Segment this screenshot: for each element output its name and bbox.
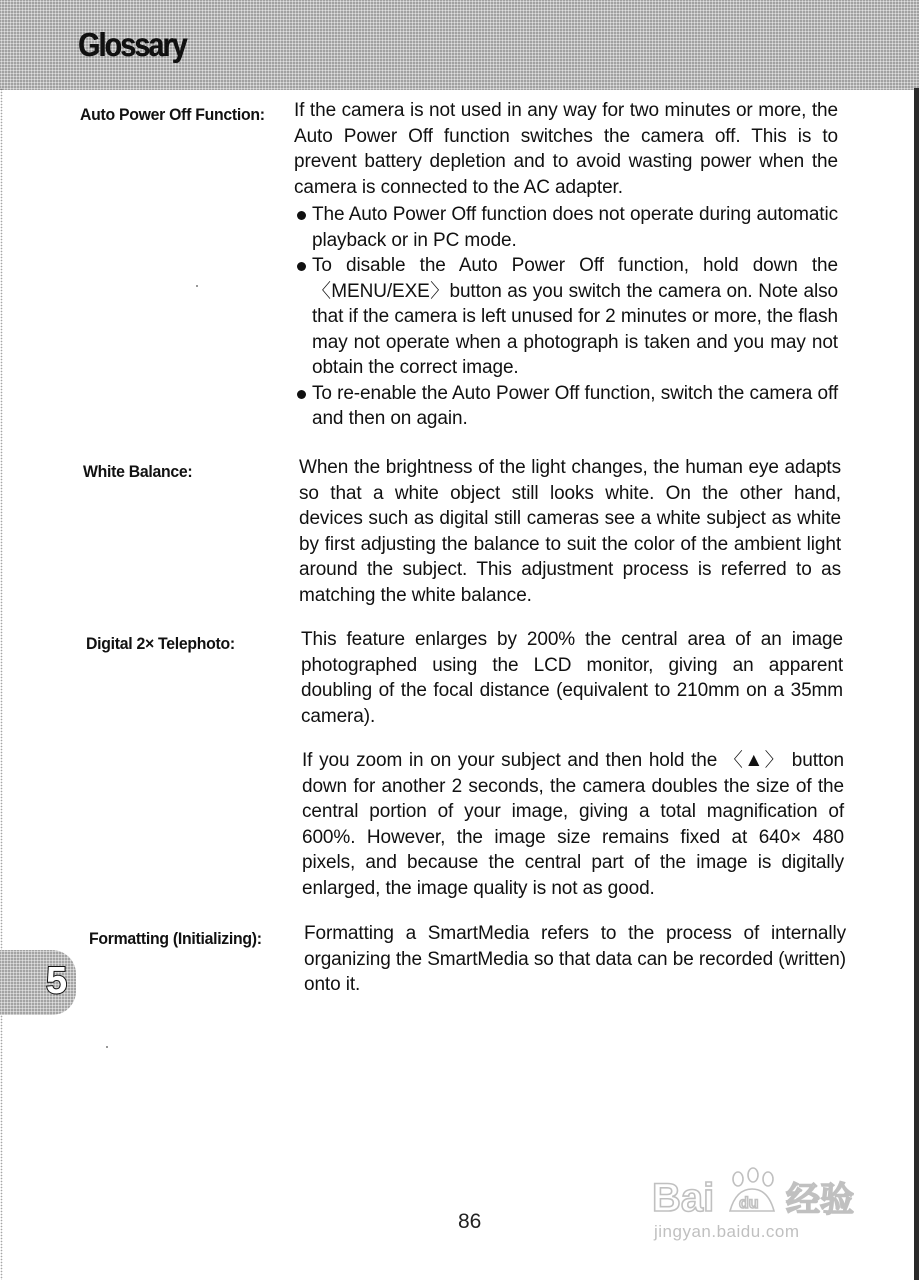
- svg-text:du: du: [739, 1195, 759, 1212]
- definition-digital-telephoto-continued: If you zoom in on your subject and then hold the 〈▲〉 button down for another 2 seconds, the camera doubles the size of the central portion of your image, giving a total magnification of 600%. However, the image size remains fixed at 640× 480 pixels, and because the central part of the image is digitally enlarged, the image quality is not as good.: [302, 750, 844, 899]
- page-title: Glossary: [78, 26, 186, 63]
- term-formatting: Formatting (Initializing):: [89, 929, 262, 948]
- list-item: The Auto Power Off function does not operate during automatic playback or in PC mode.: [294, 202, 838, 253]
- svg-text:经验: 经验: [786, 1180, 854, 1220]
- bullet-list: [294, 202, 838, 432]
- scan-speck: [106, 1046, 108, 1048]
- svg-text:Bai: Bai: [652, 1176, 715, 1220]
- baidu-watermark-logo: [652, 1167, 867, 1222]
- paw-icon: [730, 1168, 774, 1212]
- page-edge-shadow: [914, 88, 919, 1280]
- list-item: To disable the Auto Power Off function, hold down the 〈MENU/EXE〉button as you switch the camera on. Note also that if the camera is left unused for 2 minutes or more, the flash may not operate when a photograph is taken and you may not obtain the correct image.: [294, 253, 838, 381]
- definition-white-balance: When the brightness of the light changes, the human eye adapts so that a white object still looks white. On the other hand, devices such as digital still cameras see a white subject as white by first adjusting the balance to suit the color of the ambient light around the subject. This adjustment process is referred to as matching the white balance.: [299, 457, 841, 606]
- definition-paragraph: If the camera is not used in any way for two minutes or more, the Auto Power Off function switches the camera off. This is to prevent battery depletion and to avoid wasting power when the camera is connected to the AC adapter.: [294, 100, 838, 198]
- definition-auto-power-off: [294, 98, 838, 432]
- page-edge-left: [0, 88, 3, 1280]
- definition-formatting: Formatting a SmartMedia refers to the process of internally organizing the SmartMedia so that data can be recorded (written) onto it.: [304, 923, 846, 995]
- watermark-url: jingyan.baidu.com: [654, 1222, 800, 1241]
- header-band: [0, 0, 919, 90]
- definition-digital-telephoto: This feature enlarges by 200% the central area of an image photographed using the LCD monitor, giving an apparent doubling of the focal distance (equivalent to 210mm on a 35mm camera).: [301, 629, 843, 727]
- chapter-tab: [0, 950, 76, 1015]
- chapter-number: 5: [46, 960, 68, 1002]
- page-number: 86: [458, 1210, 482, 1233]
- term-auto-power-off: Auto Power Off Function:: [80, 105, 265, 124]
- term-white-balance: White Balance:: [83, 462, 193, 481]
- scan-speck: [196, 285, 198, 287]
- term-digital-telephoto: Digital 2× Telephoto:: [86, 634, 235, 653]
- list-item: To re-enable the Auto Power Off function, switch the camera off and then on again.: [294, 381, 838, 432]
